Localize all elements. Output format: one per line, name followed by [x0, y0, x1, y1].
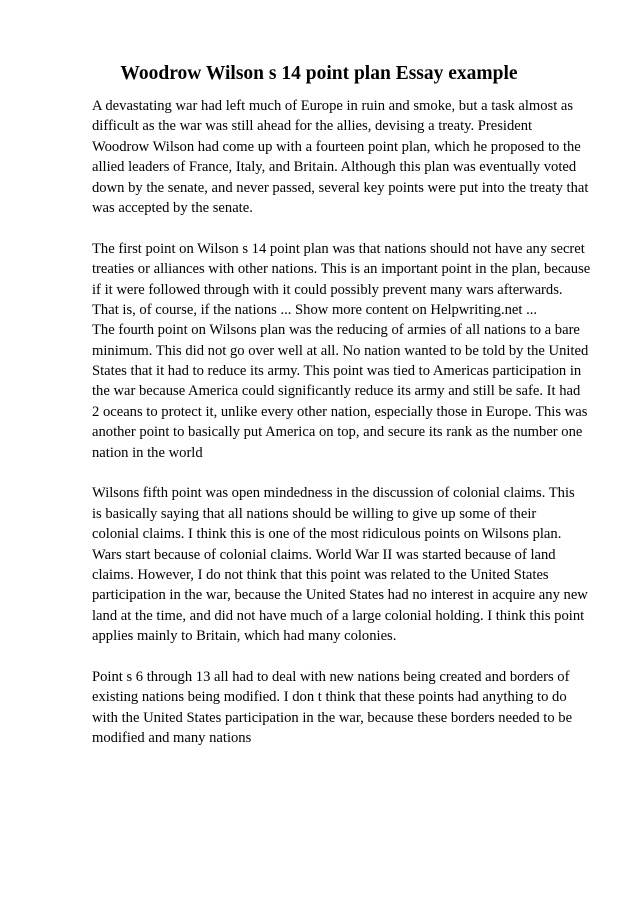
document-body — [92, 96, 592, 769]
paragraph-4 — [92, 483, 592, 646]
text-line: 2 oceans to protect it, unlike every other nation, especially those in Europe. This was — [92, 403, 588, 420]
text-line: difficult as the war was still ahead for the allies, devising a treaty. President — [92, 118, 533, 135]
text-line: The first point on Wilson s 14 point plan was that nations should not have any secret — [92, 240, 585, 257]
text-line: Wilsons fifth point was open mindedness in the discussion of colonial claims. This — [92, 485, 575, 502]
text-line: with the United States participation in the war, because these borders needed to be — [92, 709, 573, 726]
text-line: A devastating war had left much of Europe in ruin and smoke, but a task almost as — [92, 98, 574, 114]
text-line: is basically saying that all nations should be willing to give up some of their — [92, 505, 537, 522]
text-line: modified and many nations — [92, 730, 252, 747]
text-line: allied leaders of France, Italy, and Britain. Although this plan was eventually voted — [92, 159, 577, 176]
text-line: if it were followed through with it could possibly prevent many wars afterwards. — [92, 281, 563, 298]
paragraph-5 — [92, 667, 592, 749]
text-line: minimum. This did not go over well at all. No nation wanted to be told by the United — [92, 342, 589, 359]
paragraph-3 — [92, 320, 592, 463]
text-line: Wars start because of colonial claims. World War II was started because of land — [92, 546, 556, 563]
text-line: land at the time, and did not have much of a large colonial holding. I think this point — [92, 607, 585, 624]
paragraph-2 — [92, 239, 592, 321]
text-line: the war because America could significantly reduce its army and still be safe. It had — [92, 383, 581, 400]
text-line: participation in the war, because the United States had no interest in acquire any new — [92, 587, 588, 604]
text-line: was accepted by the senate. — [92, 199, 253, 216]
text-line: colonial claims. I think this is one of the most ridiculous points on Wilsons plan. — [92, 526, 562, 543]
text-line: another point to basically put America on top, and secure its rank as the number one — [92, 424, 583, 441]
text-line: That is, of course, if the nations ... Show more content on Helpwriting.net ... — [92, 301, 538, 318]
text-line: applies mainly to Britain, which had many colonies. — [92, 628, 397, 645]
text-line: The fourth point on Wilsons plan was the reducing of armies of all nations to a bare — [92, 322, 580, 339]
text-line: existing nations being modified. I don t think that these points had anything to do — [92, 689, 567, 706]
paragraph-1 — [92, 96, 592, 218]
text-line: nation in the world — [92, 444, 203, 461]
text-line: down by the senate, and never passed, several key points were put into the treaty that — [92, 179, 589, 196]
text-line: claims. However, I do not think that this point was related to the United States — [92, 566, 549, 583]
text-line: Woodrow Wilson had come up with a fourteen point plan, which he proposed to the — [92, 138, 581, 155]
text-line: treaties or alliances with other nations. This is an important point in the plan, because — [92, 261, 591, 278]
document-title: Woodrow Wilson s 14 point plan Essay example — [120, 63, 518, 84]
text-line: States that it had to reduce its army. This point was tied to Americas participation in — [92, 363, 582, 380]
text-line: Point s 6 through 13 all had to deal with new nations being created and borders of — [92, 668, 570, 685]
